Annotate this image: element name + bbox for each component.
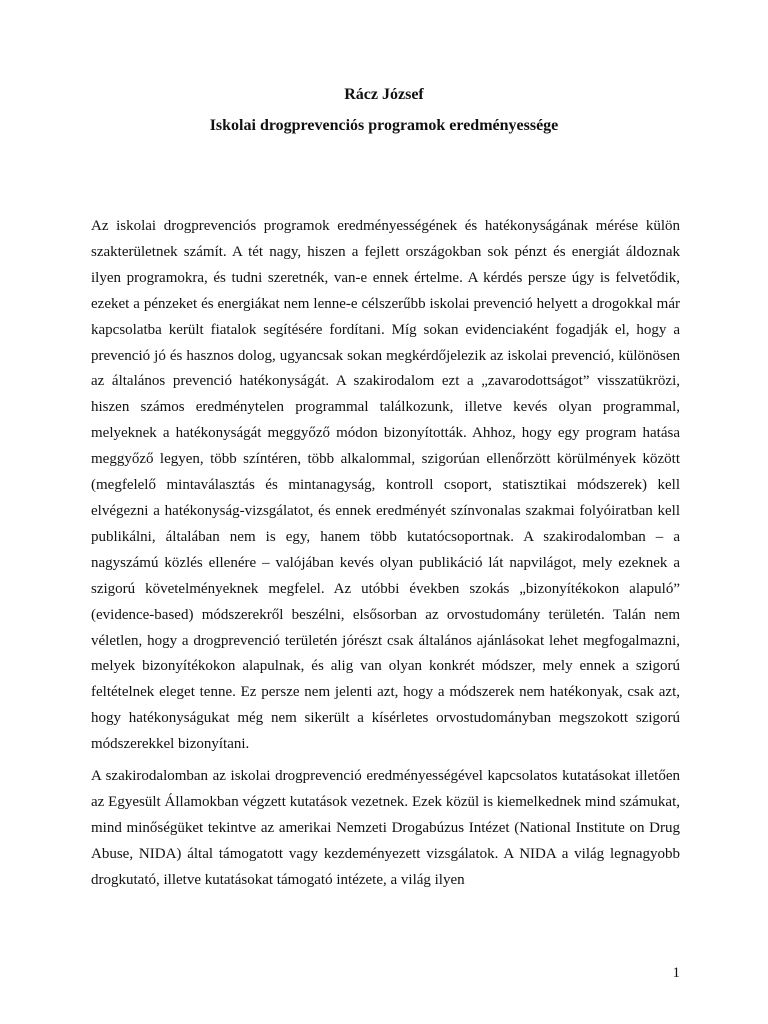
document-title: Iskolai drogprevenciós programok eredményessége xyxy=(209,117,559,134)
author-name: Rácz József xyxy=(344,86,424,103)
body-paragraph-2: A szakirodalomban az iskolai drogprevenció eredményességével kapcsolatos kutatásokat illetően az Egyesült Államokban végzett kutatások vezetnek. Ezek közül is kiemelkednek mind számukat, mind minőségüket tekintve az amerikai Nemzeti Drogabúzus Intézet (National Institute on Drug Abuse, NIDA) által támogatott vagy kezdeményezett vizsgálatok. A NIDA a világ legnagyobb drogkutató, illetve kutatásokat támogató intézete, a világ ilyen xyxy=(91,768,680,888)
body-paragraph-1: Az iskolai drogprevenciós programok eredményességének és hatékonyságának mérése külön szakterületnek számít. A tét nagy, hiszen a fejlett országokban sok pénzt és energiát áldoznak ilyen programokra, és tudni szeretnék, van-e ennek értelme. A kérdés persze úgy is felvetődik, ezeket a pénzeket és energiákat nem lenne-e célszerűbb iskolai prevenció helyett a drogokkal már kapcsolatba került fiatalok segítésére fordítani. Míg sokan evidenciaként fogadják el, hogy a prevenció jó és hasznos dolog, ugyancsak sokan megkérdőjelezik az iskolai prevenció, különösen az általános prevenció hatékonyságát. A szakirodalom ezt a „zavarodottságot” visszatükrözi, hiszen számos eredménytelen programmal találkozunk, illetve kevés olyan programmal, melyeknek a hatékonyságát meggyőző módon bizonyították. Ahhoz, hogy egy program hatása meggyőző legyen, több színtéren, több alkalommal, szigorúan ellenőrzött körülmények között (megfelelő mintaválasztás és mintanagyság, kontroll csoport, statisztikai módszerek) kell elvégezni a hatékonyság-vizsgálatot, és ennek eredményét színvonalas szakmai folyóiratban kell publikálni, általában nem is egy, hanem több kutatócsoportnak. A szakirodalomban – a nagyszámú közlés ellenére – valójában kevés olyan publikáció lát napvilágot, mely ezeknek a szigorú követelményeknek megfelel. Az utóbbi években szokás „bizonyítékokon alapuló” (evidence-based) módszerekről beszélni, elsősorban az orvostudomány területén. Talán nem véletlen, hogy a drogprevenció területén jórészt csak általános ajánlásokat lehet megfogalmazni, melyek bizonyítékokon alapulnak, és alig van olyan konkrét módszer, mely ennek a szigorú feltételnek eleget tenne. Ez persze nem jelenti azt, hogy a módszerek nem hatékonyak, csak azt, hogy hatékonyságukat még nem sikerült a kísérletes orvostudományban megszokott szigorú módszerekkel bizonyítani. xyxy=(91,218,680,753)
page-number: 1 xyxy=(672,965,680,981)
